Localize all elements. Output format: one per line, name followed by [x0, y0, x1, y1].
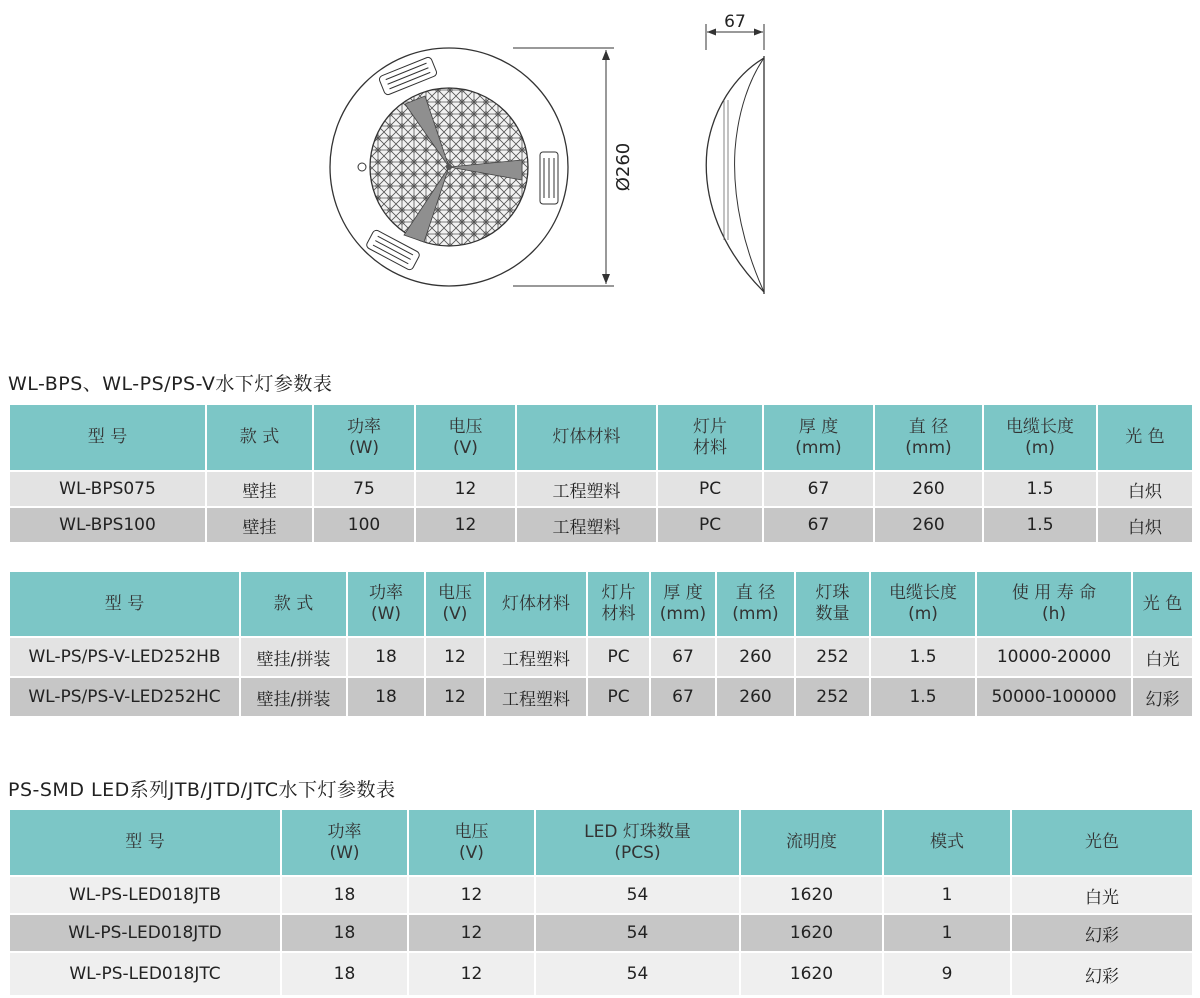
- table-cell: 18: [281, 876, 408, 914]
- table-cell: 工程塑料: [485, 637, 587, 677]
- column-header-label: 厚 度: [798, 416, 839, 437]
- table-cell: 壁挂: [206, 507, 313, 543]
- depth-dimension: [706, 12, 764, 50]
- column-header-label: 电压: [438, 583, 472, 603]
- column-header: [1132, 571, 1193, 637]
- column-header-unit: (V): [459, 842, 484, 863]
- table-cell: 壁挂/拼装: [240, 677, 347, 717]
- column-header-label: 直 径: [908, 416, 949, 437]
- table-cell: 壁挂/拼装: [240, 637, 347, 677]
- side-view: [706, 56, 764, 294]
- table-cell: 75: [313, 471, 415, 507]
- column-header-label: 电缆长度: [889, 583, 957, 603]
- table-row: [9, 507, 1193, 543]
- section-title-wl-bps: WL-BPS、WL-PS/PS-V水下灯参数表: [8, 373, 333, 395]
- table-cell: 1620: [740, 876, 883, 914]
- table-cell: 252: [795, 637, 870, 677]
- column-header: [9, 404, 206, 471]
- vent-grille-right: [540, 152, 558, 204]
- column-header: [795, 571, 870, 637]
- column-header: [206, 404, 313, 471]
- table-cell: WL-BPS075: [9, 471, 206, 507]
- table-cell: 260: [874, 507, 983, 543]
- table-cell: WL-PS-LED018JTB: [9, 876, 281, 914]
- column-header-label: 电压: [454, 821, 489, 842]
- table-cell: 工程塑料: [516, 507, 657, 543]
- column-header-unit: (W): [370, 604, 402, 624]
- column-header: [9, 809, 281, 876]
- table-cell: 9: [883, 952, 1011, 996]
- column-header-label: 光色: [1085, 832, 1119, 852]
- table-cell: 54: [535, 914, 740, 952]
- table-cell: 18: [281, 914, 408, 952]
- column-header-label: 直 径: [735, 583, 776, 603]
- diameter-label: Ø260: [613, 142, 634, 192]
- table-cell: WL-PS-LED018JTD: [9, 914, 281, 952]
- column-header-unit: (mm): [905, 437, 952, 458]
- table-cell: 工程塑料: [516, 471, 657, 507]
- table-cell: 1.5: [870, 677, 976, 717]
- column-header-label: 灯片: [693, 416, 727, 437]
- table-cell: 1.5: [983, 507, 1097, 543]
- table-cell: 252: [795, 677, 870, 717]
- table-cell: 12: [408, 952, 535, 996]
- column-header-unit: 材料: [601, 604, 636, 624]
- table-cell: 54: [535, 952, 740, 996]
- column-header-unit: (h): [1041, 604, 1067, 624]
- column-header-label: 厚 度: [663, 583, 703, 603]
- table-row: [9, 876, 1193, 914]
- section-title-ps-smd: PS-SMD LED系列JTB/JTD/JTC水下灯参数表: [8, 779, 396, 801]
- column-header: [313, 404, 415, 471]
- column-header-unit: (W): [348, 437, 380, 458]
- column-header-unit: (m): [908, 604, 938, 624]
- spec-table-ps-smd: [8, 808, 1194, 997]
- table-cell: 白炽: [1097, 507, 1193, 543]
- depth-label: 67: [724, 12, 746, 32]
- column-header-label: 型 号: [87, 427, 128, 447]
- column-header-unit: 材料: [693, 437, 727, 458]
- table-cell: 10000-20000: [976, 637, 1132, 677]
- column-header: [425, 571, 485, 637]
- column-header-label: 灯体材料: [552, 427, 621, 447]
- table-cell: WL-PS/PS-V-LED252HB: [9, 637, 240, 677]
- table-cell: 12: [408, 914, 535, 952]
- table-cell: WL-PS/PS-V-LED252HC: [9, 677, 240, 717]
- table-row: [9, 471, 1193, 507]
- table-header-row: [9, 404, 1193, 471]
- front-view: [330, 48, 568, 286]
- table-cell: 白光: [1011, 876, 1193, 914]
- column-header-label: 型 号: [104, 593, 145, 614]
- table-cell: 67: [763, 471, 874, 507]
- column-header-label: 光 色: [1125, 427, 1165, 447]
- column-header-label: 功率: [369, 583, 403, 603]
- table-cell: 12: [408, 876, 535, 914]
- column-header-unit: (mm): [659, 604, 707, 624]
- table-cell: 12: [425, 677, 485, 717]
- column-header: [587, 571, 650, 637]
- table-cell: 工程塑料: [485, 677, 587, 717]
- column-header: [415, 404, 516, 471]
- table-cell: 18: [347, 677, 425, 717]
- column-header-unit: (W): [329, 842, 360, 863]
- table-cell: 幻彩: [1132, 677, 1193, 717]
- column-header: [976, 571, 1132, 637]
- table-cell: 12: [415, 507, 516, 543]
- table-cell: 54: [535, 876, 740, 914]
- column-header: [870, 571, 976, 637]
- table-cell: PC: [587, 637, 650, 677]
- table-cell: 1620: [740, 952, 883, 996]
- column-header: [1097, 404, 1193, 471]
- table-cell: 壁挂: [206, 471, 313, 507]
- column-header-label: 型 号: [125, 832, 165, 852]
- column-header-label: 电压: [448, 416, 483, 437]
- column-header: [650, 571, 716, 637]
- table-cell: 12: [415, 471, 516, 507]
- column-header-label: 灯珠: [815, 583, 850, 603]
- column-header: [408, 809, 535, 876]
- column-header: [883, 809, 1011, 876]
- table-cell: 50000-100000: [976, 677, 1132, 717]
- column-header-label: 流明度: [786, 832, 837, 852]
- table-cell: PC: [587, 677, 650, 717]
- spec-table-wl-ps-led: [8, 570, 1194, 718]
- table-cell: 1: [883, 914, 1011, 952]
- column-header: [874, 404, 983, 471]
- column-header-label: 款 式: [239, 427, 280, 447]
- table-cell: 67: [763, 507, 874, 543]
- column-header-label: 灯体材料: [502, 593, 570, 614]
- table-cell: 1.5: [983, 471, 1097, 507]
- column-header-label: 电缆长度: [1006, 416, 1074, 437]
- column-header: [535, 809, 740, 876]
- table-cell: 幻彩: [1011, 952, 1193, 996]
- table-cell: 67: [650, 637, 716, 677]
- column-header: [657, 404, 763, 471]
- column-header: [763, 404, 874, 471]
- column-header-unit: (mm): [732, 604, 779, 624]
- table-cell: 18: [281, 952, 408, 996]
- column-header: [740, 809, 883, 876]
- table-cell: 幻彩: [1011, 914, 1193, 952]
- column-header-label: 款 式: [273, 593, 314, 614]
- table-cell: 67: [650, 677, 716, 717]
- column-header: [716, 571, 795, 637]
- table-row: [9, 914, 1193, 952]
- table-cell: PC: [657, 471, 763, 507]
- table-row: [9, 677, 1193, 717]
- table-header-row: [9, 571, 1193, 637]
- screw-hole: [358, 163, 366, 171]
- column-header-label: 功率: [327, 821, 362, 842]
- column-header: [1011, 809, 1193, 876]
- table-row: [9, 637, 1193, 677]
- table-cell: 18: [347, 637, 425, 677]
- column-header: [516, 404, 657, 471]
- lamp-technical-drawing: [0, 0, 1200, 300]
- column-header-unit: (V): [442, 604, 468, 624]
- column-header: [983, 404, 1097, 471]
- column-header: [281, 809, 408, 876]
- table-cell: 1.5: [870, 637, 976, 677]
- table-cell: 1620: [740, 914, 883, 952]
- column-header-label: 光 色: [1142, 593, 1183, 614]
- table-row: [9, 952, 1193, 996]
- column-header: [485, 571, 587, 637]
- column-header-unit: (m): [1025, 437, 1055, 458]
- table-header-row: [9, 809, 1193, 876]
- column-header-label: 功率: [347, 416, 381, 437]
- column-header-unit: (V): [453, 437, 478, 458]
- column-header-label: 灯片: [601, 583, 636, 603]
- column-header-label: 使 用 寿 命: [1011, 583, 1097, 603]
- column-header-label: LED 灯珠数量: [584, 821, 691, 842]
- table-cell: 100: [313, 507, 415, 543]
- table-cell: 12: [425, 637, 485, 677]
- table-cell: 白光: [1132, 637, 1193, 677]
- column-header: [347, 571, 425, 637]
- column-header-label: 模式: [930, 832, 964, 852]
- column-header-unit: (PCS): [614, 842, 661, 863]
- table-cell: 白炽: [1097, 471, 1193, 507]
- table-cell: 260: [874, 471, 983, 507]
- table-cell: WL-PS-LED018JTC: [9, 952, 281, 996]
- table-cell: 1: [883, 876, 1011, 914]
- column-header: [9, 571, 240, 637]
- table-cell: WL-BPS100: [9, 507, 206, 543]
- table-cell: PC: [657, 507, 763, 543]
- table-cell: 260: [716, 677, 795, 717]
- table-cell: 260: [716, 637, 795, 677]
- column-header-unit: (mm): [795, 437, 842, 458]
- column-header-unit: 数量: [815, 604, 850, 624]
- spec-table-wl-bps: [8, 403, 1194, 544]
- column-header: [240, 571, 347, 637]
